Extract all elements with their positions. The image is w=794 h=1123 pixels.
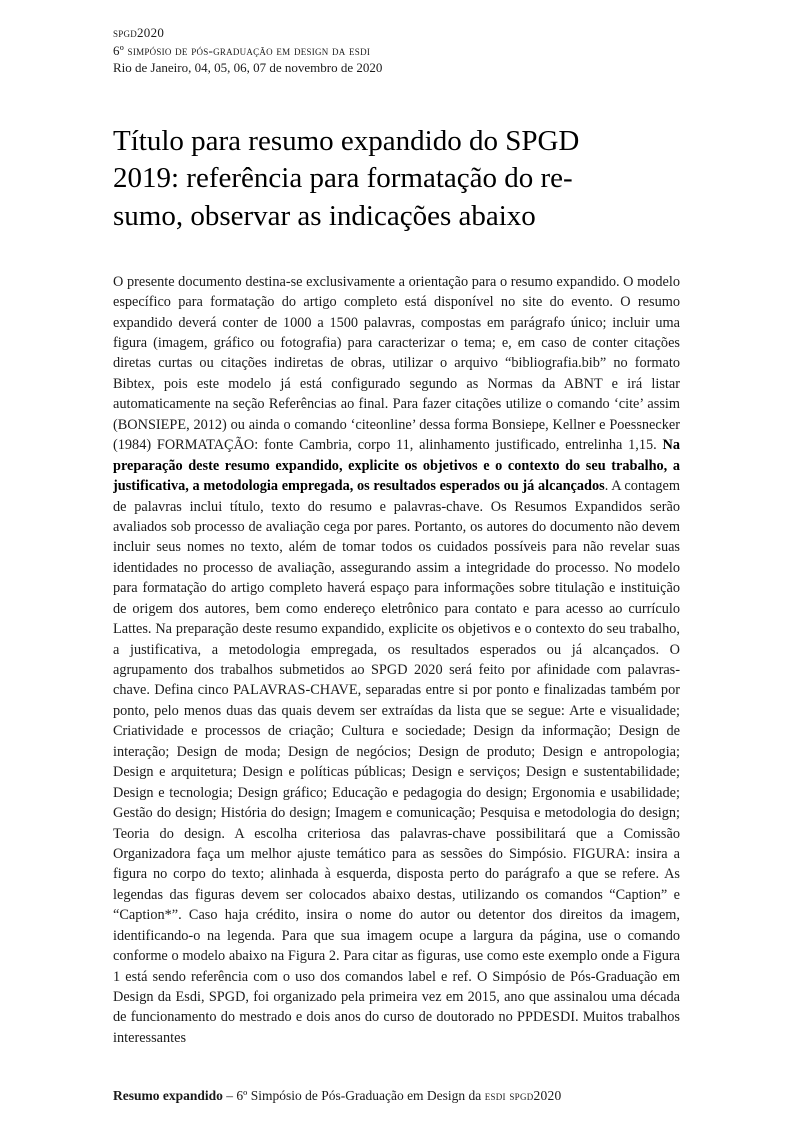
abstract-body-paragraph xyxy=(113,272,680,1049)
header-event-dates: Rio de Janeiro, 04, 05, 06, 07 de novembro de 2020 xyxy=(113,60,383,76)
footer-event-code: esdi spgd2020 xyxy=(484,1088,562,1104)
body-segment: O presente documento destina-se exclusivamente a orientação para o resumo expandido. O modelo específico para formatação do artigo completo está disponível no site do evento. O resumo expandido deverá conter de 1000 a 1500 palavras, compostas em parágrafo único; incluir uma figura (imagem, gráfico ou fotografia) para caracterizar o tema; e, em caso de conter citações diretas curtas ou citações indiretas de obras, utilizar o arquivo “bibliografia.bib” no formato Bibtex, pois este modelo já está configurado segundo as Normas da ABNT e irá listar automaticamente na seção Referências ao final. Para fazer citações utilize o comando ‘cite’ assim (BONSIEPE, 2012) ou ainda o comando ‘citeonline’ dessa forma Bonsiepe, Kellner e Poessnecker (1984) FORMATAÇÃO: fonte Cambria, corpo 11, alinhamento justificado, entrelinha 1,15. xyxy=(113,273,680,454)
page-title xyxy=(113,123,680,236)
body-segment-bold: Na preparação deste resumo expandido, explicite os objetivos e o contexto do seu trabalho, a justificativa, a metodologia empregada, os resultados esperados ou já alcançados xyxy=(113,437,680,495)
page-title-line: Título para resumo expandido do SPGD xyxy=(113,124,580,157)
footer-label: Resumo expandido xyxy=(113,1088,223,1104)
footer-middle-text: – 6º Simpósio de Pós-Graduação em Design da xyxy=(222,1088,485,1104)
header-event-code: spgd2020 xyxy=(113,25,165,40)
page-header xyxy=(113,24,680,77)
body-segment: . A contagem de palavras inclui título, texto do resumo e palavras-chave. Os Resumos Expandidos serão avaliados sob processo de avaliação cega por pares. Portanto, os autores do documento não devem incluir seus nomes no texto, além de tomar todos os cuidados possíveis para não revelar suas identidades no processo de avaliação, assegurando assim a integridade do processo. No modelo para formatação do artigo completo haverá espaço para informações sobre titulação e instituição de origem dos autores, bem como endereço eletrônico para contato e para acesso ao currículo Lattes. Na preparação deste resumo expandido, explicite os objetivos e o contexto do seu trabalho, a justificativa, a metodologia empregada, os resultados esperados ou já alcançados. O agrupamento dos trabalhos submetidos ao SPGD 2020 será feito por afinidade com palavras-chave. Defina cinco PALAVRAS-CHAVE, separadas entre si por ponto e finalizadas também por ponto, pelo menos duas das quais devem ser extraídas da lista que se segue: Arte e visualidade; Criatividade e processos de criação; Cultura e sociedade; Design da informação; Design de interação; Design de moda; Design de negócios; Design de produto; Design e antropologia; Design e arquitetura; Design e políticas públicas; Design e serviços; Design e sustentabilidade; Design e tecnologia; Design gráfico; Educação e pedagogia do design; Ergonomia e usabilidade; Gestão do design; História do design; Imagem e comunicação; Pesquisa e metodologia do design; Teoria do design. A escolha criteriosa das palavras-chave possibilitará que a Comissão Organizadora faça um melhor ajuste temático para as sessões do Simpósio. FIGURA: insira a figura no corpo do texto; alinhada à esquerda, disposta perto do parágrafo a que se refere. As legendas das figuras devem ser colocados abaixo destas, utilizando os comandos “Caption” e “Caption*”. Caso haja crédito, insira o nome do autor ou detentor dos direitos da imagem, identificando-o na legenda. Para que sua imagem ocupe a largura da página, use o comando conforme o modelo abaixo na Figura 2. Para citar as figuras, use como este exemplo onde a Figura 1 está sendo referência com o uso dos comandos label e ref. O Simpósio de Pós-Graduação em Design da Esdi, SPGD, foi organizado pela primeira vez em 2015, ano que assinalou uma década de funcionamento do mestrado e dois anos do curso de doutorado no PPDESDI. Muitos trabalhos interessantes xyxy=(113,478,680,1046)
header-event-name: 6º simpósio de pós-graduação em design da esdi xyxy=(113,42,371,58)
abstract-body-container xyxy=(113,272,680,1076)
page-title-line: 2019: referência para formatação do re- xyxy=(113,162,573,195)
page-footer xyxy=(113,1075,680,1105)
page-title-line: sumo, observar as indicações abaixo xyxy=(113,200,536,233)
